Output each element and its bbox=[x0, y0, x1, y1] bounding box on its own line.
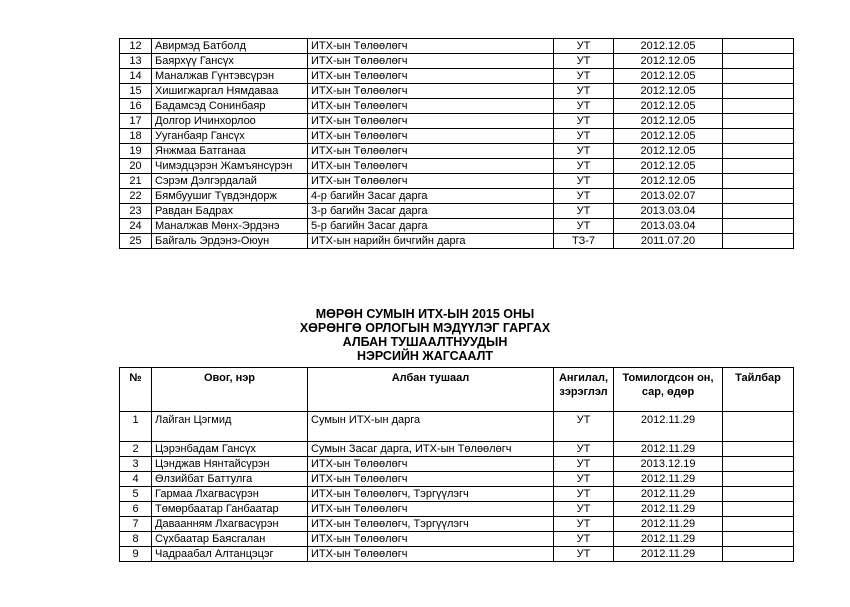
cell-name: Цэрэнбадам Гансүх bbox=[152, 442, 308, 457]
table-row bbox=[120, 532, 794, 547]
cell-category: УТ bbox=[554, 457, 614, 472]
cell-name: Өлзийбат Баттулга bbox=[152, 472, 308, 487]
cell-note bbox=[723, 189, 794, 204]
cell-no: 24 bbox=[120, 219, 152, 234]
table-row bbox=[120, 69, 794, 84]
cell-no: 8 bbox=[120, 532, 152, 547]
cell-date: 2013.02.07 bbox=[614, 189, 723, 204]
table-row bbox=[120, 487, 794, 502]
cell-note bbox=[723, 99, 794, 114]
cell-name: Лайган Цэгмид bbox=[152, 412, 308, 442]
cell-no: 1 bbox=[120, 412, 152, 442]
cell-date: 2012.12.05 bbox=[614, 144, 723, 159]
cell-category: УТ bbox=[554, 159, 614, 174]
cell-note bbox=[723, 502, 794, 517]
cell-category: УТ bbox=[554, 144, 614, 159]
header-position: Албан тушаал bbox=[308, 368, 554, 412]
cell-name: Долгор Ичинхорлоо bbox=[152, 114, 308, 129]
cell-category: УТ bbox=[554, 502, 614, 517]
table-row bbox=[120, 144, 794, 159]
cell-position: ИТХ-ын Төлөөлөгч bbox=[308, 69, 554, 84]
table-row bbox=[120, 412, 794, 442]
cell-category: УТ bbox=[554, 412, 614, 442]
cell-category: УТ bbox=[554, 129, 614, 144]
cell-no: 17 bbox=[120, 114, 152, 129]
cell-position: ИТХ-ын Төлөөлөгч bbox=[308, 84, 554, 99]
cell-category: УТ bbox=[554, 189, 614, 204]
cell-name: Сэрэм Дэлгэрдалай bbox=[152, 174, 308, 189]
cell-category: УТ bbox=[554, 487, 614, 502]
cell-name: Маналжав Мөнх-Эрдэнэ bbox=[152, 219, 308, 234]
header-note: Тайлбар bbox=[723, 368, 794, 412]
cell-position: ИТХ-ын Төлөөлөгч bbox=[308, 472, 554, 487]
cell-category: УТ bbox=[554, 99, 614, 114]
cell-name: Ууганбаяр Гансүх bbox=[152, 129, 308, 144]
cell-date: 2012.11.29 bbox=[614, 442, 723, 457]
cell-position: ИТХ-ын Төлөөлөгч bbox=[308, 144, 554, 159]
cell-note bbox=[723, 129, 794, 144]
table-row bbox=[120, 39, 794, 54]
table-row bbox=[120, 234, 794, 249]
cell-no: 22 bbox=[120, 189, 152, 204]
header-date-line-2: сар, өдөр bbox=[641, 386, 695, 398]
cell-date: 2013.03.04 bbox=[614, 204, 723, 219]
cell-no: 7 bbox=[120, 517, 152, 532]
cell-date: 2011.07.20 bbox=[614, 234, 723, 249]
header-name: Овог, нэр bbox=[152, 368, 308, 412]
cell-category: ТЗ-7 bbox=[554, 234, 614, 249]
cell-no: 21 bbox=[120, 174, 152, 189]
cell-note bbox=[723, 159, 794, 174]
cell-note bbox=[723, 69, 794, 84]
header-category bbox=[554, 368, 614, 412]
cell-position: ИТХ-ын Төлөөлөгч bbox=[308, 39, 554, 54]
officials-table bbox=[119, 367, 794, 562]
cell-date: 2012.12.05 bbox=[614, 174, 723, 189]
header-no: № bbox=[120, 368, 152, 412]
cell-position: Сумын Засаг дарга, ИТХ-ын Төлөөлөгч bbox=[308, 442, 554, 457]
cell-date: 2012.12.05 bbox=[614, 69, 723, 84]
cell-category: УТ bbox=[554, 532, 614, 547]
cell-note bbox=[723, 442, 794, 457]
table-row bbox=[120, 457, 794, 472]
header-category-line-1: Ангилал, bbox=[558, 372, 609, 384]
table-row bbox=[120, 99, 794, 114]
cell-note bbox=[723, 547, 794, 562]
table-row bbox=[120, 517, 794, 532]
cell-no: 9 bbox=[120, 547, 152, 562]
cell-note bbox=[723, 517, 794, 532]
table-row bbox=[120, 547, 794, 562]
cell-position: ИТХ-ын Төлөөлөгч bbox=[308, 114, 554, 129]
cell-category: УТ bbox=[554, 472, 614, 487]
header-date bbox=[614, 368, 723, 412]
table-row bbox=[120, 114, 794, 129]
table-row bbox=[120, 54, 794, 69]
cell-note bbox=[723, 234, 794, 249]
table-body bbox=[120, 39, 794, 249]
cell-date: 2013.03.04 bbox=[614, 219, 723, 234]
cell-no: 14 bbox=[120, 69, 152, 84]
page-title-line-4: НЭРСИЙН ЖАГСААЛТ bbox=[356, 349, 494, 363]
cell-position: ИТХ-ын Төлөөлөгч bbox=[308, 502, 554, 517]
cell-category: УТ bbox=[554, 114, 614, 129]
cell-name: Чадраабал Алтанцэцэг bbox=[152, 547, 308, 562]
cell-position: ИТХ-ын Төлөөлөгч, Тэргүүлэгч bbox=[308, 517, 554, 532]
cell-note bbox=[723, 532, 794, 547]
cell-name: Равдан Бадрах bbox=[152, 204, 308, 219]
cell-note bbox=[723, 144, 794, 159]
cell-note bbox=[723, 219, 794, 234]
cell-category: УТ bbox=[554, 69, 614, 84]
cell-name: Байгаль Эрдэнэ-Оюун bbox=[152, 234, 308, 249]
cell-position: ИТХ-ын Төлөөлөгч bbox=[308, 174, 554, 189]
cell-category: УТ bbox=[554, 219, 614, 234]
table-row bbox=[120, 442, 794, 457]
cell-note bbox=[723, 472, 794, 487]
cell-no: 23 bbox=[120, 204, 152, 219]
cell-category: УТ bbox=[554, 39, 614, 54]
table-row bbox=[120, 219, 794, 234]
officials-table-continued bbox=[119, 38, 794, 249]
cell-no: 19 bbox=[120, 144, 152, 159]
table-row bbox=[120, 189, 794, 204]
cell-name: Сүхбаатар Баясгалан bbox=[152, 532, 308, 547]
cell-no: 16 bbox=[120, 99, 152, 114]
cell-note bbox=[723, 174, 794, 189]
cell-date: 2012.12.05 bbox=[614, 129, 723, 144]
cell-no: 12 bbox=[120, 39, 152, 54]
cell-position: ИТХ-ын Төлөөлөгч, Тэргүүлэгч bbox=[308, 487, 554, 502]
cell-position: ИТХ-ын Төлөөлөгч bbox=[308, 99, 554, 114]
cell-category: УТ bbox=[554, 442, 614, 457]
cell-name: Даваанням Лхагвасүрэн bbox=[152, 517, 308, 532]
cell-category: УТ bbox=[554, 54, 614, 69]
cell-name: Төмөрбаатар Ганбаатар bbox=[152, 502, 308, 517]
cell-name: Чимэдцэрэн Жамъянсүрэн bbox=[152, 159, 308, 174]
table-row bbox=[120, 502, 794, 517]
table-row bbox=[120, 204, 794, 219]
cell-date: 2012.11.29 bbox=[614, 502, 723, 517]
cell-category: УТ bbox=[554, 547, 614, 562]
cell-date: 2012.11.29 bbox=[614, 547, 723, 562]
header-category-line-2: зэрэглэл bbox=[559, 386, 608, 398]
table-row bbox=[120, 472, 794, 487]
cell-note bbox=[723, 412, 794, 442]
cell-name: Гармаа Лхагвасүрэн bbox=[152, 487, 308, 502]
cell-date: 2012.11.29 bbox=[614, 412, 723, 442]
cell-position: Сумын ИТХ-ын дарга bbox=[308, 412, 554, 442]
table-body bbox=[120, 412, 794, 562]
cell-category: УТ bbox=[554, 204, 614, 219]
cell-name: Янжмаа Батганаа bbox=[152, 144, 308, 159]
cell-note bbox=[723, 204, 794, 219]
cell-no: 2 bbox=[120, 442, 152, 457]
page-title-line-1: МӨРӨН СУМЫН ИТХ-ЫН 2015 ОНЫ bbox=[315, 307, 535, 321]
cell-note bbox=[723, 39, 794, 54]
page-title-line-2: ХӨРӨНГӨ ОРЛОГЫН МЭДҮҮЛЭГ ГАРГАХ bbox=[299, 321, 551, 335]
cell-position: 4-р багийн Засаг дарга bbox=[308, 189, 554, 204]
cell-no: 5 bbox=[120, 487, 152, 502]
cell-date: 2012.11.29 bbox=[614, 532, 723, 547]
cell-date: 2012.12.05 bbox=[614, 54, 723, 69]
cell-note bbox=[723, 457, 794, 472]
cell-position: ИТХ-ын Төлөөлөгч bbox=[308, 457, 554, 472]
cell-position: ИТХ-ын Төлөөлөгч bbox=[308, 547, 554, 562]
cell-date: 2012.11.29 bbox=[614, 472, 723, 487]
cell-no: 15 bbox=[120, 84, 152, 99]
cell-date: 2012.12.05 bbox=[614, 84, 723, 99]
page-title-line-3: АЛБАН ТУШААЛТНУУДЫН bbox=[342, 335, 508, 349]
cell-no: 6 bbox=[120, 502, 152, 517]
cell-date: 2012.12.05 bbox=[614, 39, 723, 54]
cell-date: 2013.12.19 bbox=[614, 457, 723, 472]
cell-no: 13 bbox=[120, 54, 152, 69]
header-date-line-1: Томилогдсон он, bbox=[622, 372, 714, 384]
table-row bbox=[120, 129, 794, 144]
cell-no: 4 bbox=[120, 472, 152, 487]
table-row bbox=[120, 84, 794, 99]
cell-position: ИТХ-ын Төлөөлөгч bbox=[308, 129, 554, 144]
cell-note bbox=[723, 114, 794, 129]
cell-no: 3 bbox=[120, 457, 152, 472]
cell-category: УТ bbox=[554, 174, 614, 189]
cell-note bbox=[723, 84, 794, 99]
cell-position: ИТХ-ын Төлөөлөгч bbox=[308, 159, 554, 174]
cell-position: 3-р багийн Засаг дарга bbox=[308, 204, 554, 219]
cell-name: Маналжав Гүнтэвсүрэн bbox=[152, 69, 308, 84]
cell-no: 20 bbox=[120, 159, 152, 174]
cell-position: ИТХ-ын Төлөөлөгч bbox=[308, 532, 554, 547]
cell-date: 2012.12.05 bbox=[614, 99, 723, 114]
cell-position: ИТХ-ын нарийн бичгийн дарга bbox=[308, 234, 554, 249]
cell-name: Бямбуушиг Түвдэндорж bbox=[152, 189, 308, 204]
cell-category: УТ bbox=[554, 517, 614, 532]
cell-date: 2012.12.05 bbox=[614, 159, 723, 174]
table-header-row bbox=[120, 368, 794, 412]
cell-name: Хишигжаргал Нямдаваа bbox=[152, 84, 308, 99]
cell-no: 25 bbox=[120, 234, 152, 249]
table-row bbox=[120, 174, 794, 189]
cell-category: УТ bbox=[554, 84, 614, 99]
cell-name: Авирмэд Батболд bbox=[152, 39, 308, 54]
cell-position: 5-р багийн Засаг дарга bbox=[308, 219, 554, 234]
cell-date: 2012.12.05 bbox=[614, 114, 723, 129]
cell-note bbox=[723, 487, 794, 502]
cell-note bbox=[723, 54, 794, 69]
cell-no: 18 bbox=[120, 129, 152, 144]
table-row bbox=[120, 159, 794, 174]
cell-position: ИТХ-ын Төлөөлөгч bbox=[308, 54, 554, 69]
cell-name: Бадамсэд Сонинбаяр bbox=[152, 99, 308, 114]
cell-date: 2012.11.29 bbox=[614, 487, 723, 502]
cell-date: 2012.11.29 bbox=[614, 517, 723, 532]
cell-name: Баярхүү Гансүх bbox=[152, 54, 308, 69]
cell-name: Цэнджав Нянтайсүрэн bbox=[152, 457, 308, 472]
